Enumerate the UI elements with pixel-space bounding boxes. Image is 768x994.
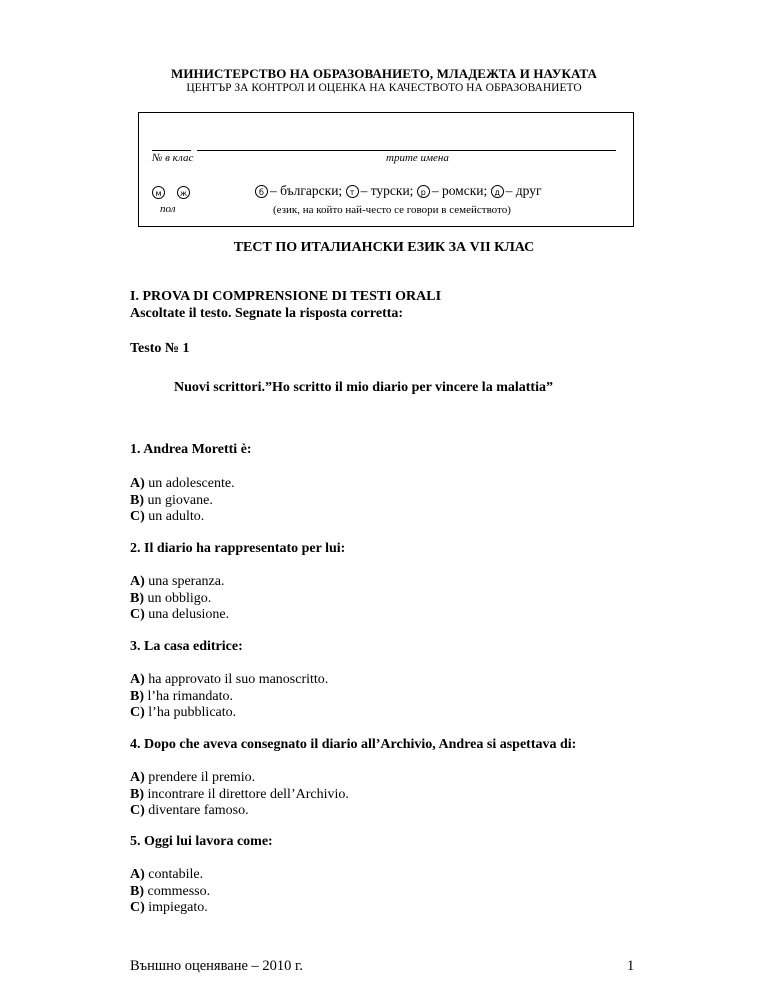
answer-option[interactable] — [130, 509, 235, 526]
answer-text: incontrare il direttore dell’Archivio. — [144, 786, 349, 802]
answer-letter: B) — [130, 786, 144, 802]
class-number-label: № в клас — [152, 152, 194, 164]
footer-text: Външно оценяване – 2010 г. — [130, 958, 303, 974]
answer-option[interactable] — [130, 476, 235, 493]
text-title: Nuovi scrittori.”Ho scritto il mio diario per vincere la malattia” — [174, 380, 553, 395]
answer-letter: A) — [130, 867, 145, 882]
answer-option[interactable] — [130, 787, 349, 804]
question-1: 1. Andrea Moretti è: — [130, 442, 252, 457]
language-note: (език, на който най-често се говори в семейството) — [273, 204, 511, 216]
answer-letter: B) — [130, 590, 144, 606]
answer-option[interactable] — [130, 591, 229, 608]
answers-2 — [130, 574, 229, 624]
answer-option[interactable] — [130, 884, 210, 901]
answer-letter: C) — [130, 607, 145, 622]
language-label-bulgarian: – български; — [270, 183, 343, 198]
answer-option[interactable] — [130, 493, 235, 510]
test-title: ТЕСТ ПО ИТАЛИАНСКИ ЕЗИК ЗА VII КЛАС — [233, 240, 535, 255]
answer-text: diventare famoso. — [144, 803, 249, 818]
answer-text: commesso. — [144, 883, 211, 899]
answer-letter: A) — [130, 770, 145, 785]
gender-option-m[interactable]: м — [152, 186, 165, 199]
language-option-d[interactable]: д — [491, 185, 504, 198]
answer-text: l’ha rimandato. — [144, 688, 234, 704]
question-2: 2. Il diario ha rappresentato per lui: — [130, 541, 346, 556]
language-label-other: – друг — [505, 183, 542, 198]
page-number: 1 — [627, 958, 635, 974]
answers-4 — [130, 770, 349, 820]
answer-text: un giovane. — [144, 492, 213, 508]
answer-letter: A) — [130, 672, 145, 687]
answer-letter: A) — [130, 574, 145, 589]
language-label-roma: – ромски; — [431, 183, 488, 198]
text-label: Testo № 1 — [130, 341, 190, 356]
question-4: 4. Dopo che aveva consegnato il diario all’Archivio, Andrea si aspettava di: — [130, 737, 577, 752]
names-line — [197, 150, 616, 151]
language-option-t[interactable]: т — [346, 185, 359, 198]
gender-options — [152, 183, 198, 201]
answers-3 — [130, 672, 328, 722]
answer-text: una speranza. — [144, 574, 225, 589]
answer-option[interactable] — [130, 607, 229, 624]
language-option-r[interactable]: р — [417, 185, 430, 198]
answer-text: ha approvato il suo manoscritto. — [144, 672, 329, 687]
ministry-title: МИНИСТЕРСТВО НА ОБРАЗОВАНИЕТО, МЛАДЕЖТА И НАУКАТА — [170, 66, 598, 81]
answer-option[interactable] — [130, 900, 210, 917]
answer-letter: B) — [130, 883, 144, 899]
answer-letter: B) — [130, 492, 144, 508]
answer-letter: C) — [130, 705, 145, 720]
names-label: трите имена — [386, 152, 449, 164]
answer-text: l’ha pubblicato. — [144, 705, 237, 720]
answer-option[interactable] — [130, 672, 328, 689]
answer-option[interactable] — [130, 770, 349, 787]
center-subtitle: ЦЕНТЪР ЗА КОНТРОЛ И ОЦЕНКА НА КАЧЕСТВОТО НА ОБРАЗОВАНИЕТО — [186, 82, 582, 94]
class-number-line — [152, 150, 191, 151]
language-option-b[interactable]: б — [255, 185, 268, 198]
answer-option[interactable] — [130, 867, 210, 884]
answer-letter: C) — [130, 803, 145, 818]
answer-letter: B) — [130, 688, 144, 704]
answer-option[interactable] — [130, 705, 328, 722]
answer-text: un obbligo. — [144, 590, 212, 606]
answer-option[interactable] — [130, 689, 328, 706]
answer-letter: C) — [130, 900, 145, 915]
answer-text: un adulto. — [144, 509, 205, 524]
gender-label: пол — [160, 203, 176, 215]
question-5: 5. Oggi lui lavora come: — [130, 834, 273, 849]
answer-text: prendere il premio. — [144, 770, 256, 785]
section-title: I. PROVA DI COMPRENSIONE DI TESTI ORALI — [130, 289, 442, 304]
answer-text: un adolescente. — [144, 476, 235, 491]
answer-letter: A) — [130, 476, 145, 491]
gender-option-zh[interactable]: ж — [177, 186, 190, 199]
language-options — [255, 183, 541, 199]
answers-5 — [130, 867, 210, 917]
answer-option[interactable] — [130, 574, 229, 591]
answers-1 — [130, 476, 235, 526]
language-label-turkish: – турски; — [360, 183, 414, 198]
answer-option[interactable] — [130, 803, 349, 820]
section-instruction: Ascoltate il testo. Segnate la risposta corretta: — [130, 306, 404, 321]
question-3: 3. La casa editrice: — [130, 639, 243, 654]
answer-text: contabile. — [144, 867, 204, 882]
answer-text: impiegato. — [144, 900, 208, 915]
answer-letter: C) — [130, 509, 145, 524]
answer-text: una delusione. — [144, 607, 230, 622]
